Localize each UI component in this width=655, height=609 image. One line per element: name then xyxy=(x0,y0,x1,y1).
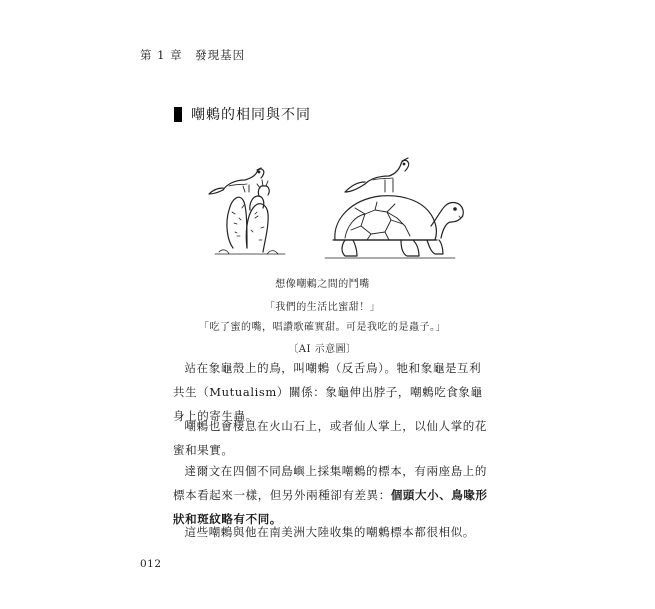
paragraph-4 xyxy=(173,520,493,544)
figure-caption-note: 〔AI 示意圖〕 xyxy=(288,344,357,355)
bird-on-cactus-icon xyxy=(209,168,264,194)
paragraph-2 xyxy=(173,414,493,462)
bird-on-tortoise-icon xyxy=(345,158,409,192)
paragraph-2-text: 嘲鶇也會棲息在火山石上，或者仙人掌上，以仙人掌的花蜜和果實。 xyxy=(173,419,487,457)
cactus-icon xyxy=(215,180,285,254)
figure-caption-line-3: 「吃了蜜的嘴，唱讚歌確實甜。可是我吃的是蟲子。」 xyxy=(199,322,446,333)
section-heading xyxy=(174,104,311,124)
heading-marker-icon xyxy=(174,107,182,122)
paragraph-3-emphasis: 個頭大小、鳥喙形狀和斑紋略有不同。 xyxy=(173,488,488,526)
section-heading-text: 嘲鶇的相同與不同 xyxy=(191,107,311,123)
page-number: 012 xyxy=(140,558,162,570)
tortoise-icon xyxy=(325,196,463,258)
figure-caption-line-2: 「我們的生活比蜜甜！」 xyxy=(264,302,381,313)
paragraph-4-text: 這些嘲鶇與他在南美洲大陸收集的嘲鶇標本都很相似。 xyxy=(184,525,475,539)
running-header: 第 1 章 發現基因 xyxy=(140,48,246,62)
figure-illustration xyxy=(205,148,475,266)
paragraph-1-text: 站在象龜殼上的鳥，叫嘲鶇（反舌鳥）。牠和象龜是互利共生（Mutualism）關係：象龜伸出脖子，嘲鶇吃食象龜身上的寄生蟲。 xyxy=(173,361,483,423)
paragraph-3-plain: 達爾文在四個不同島嶼上採集嘲鶇的標本，有兩座島上的標本看起來一樣，但另外兩種卻有差異： xyxy=(173,464,487,502)
figure-caption-line-1: 想像嘲鶇之間的鬥嘴 xyxy=(275,279,370,290)
